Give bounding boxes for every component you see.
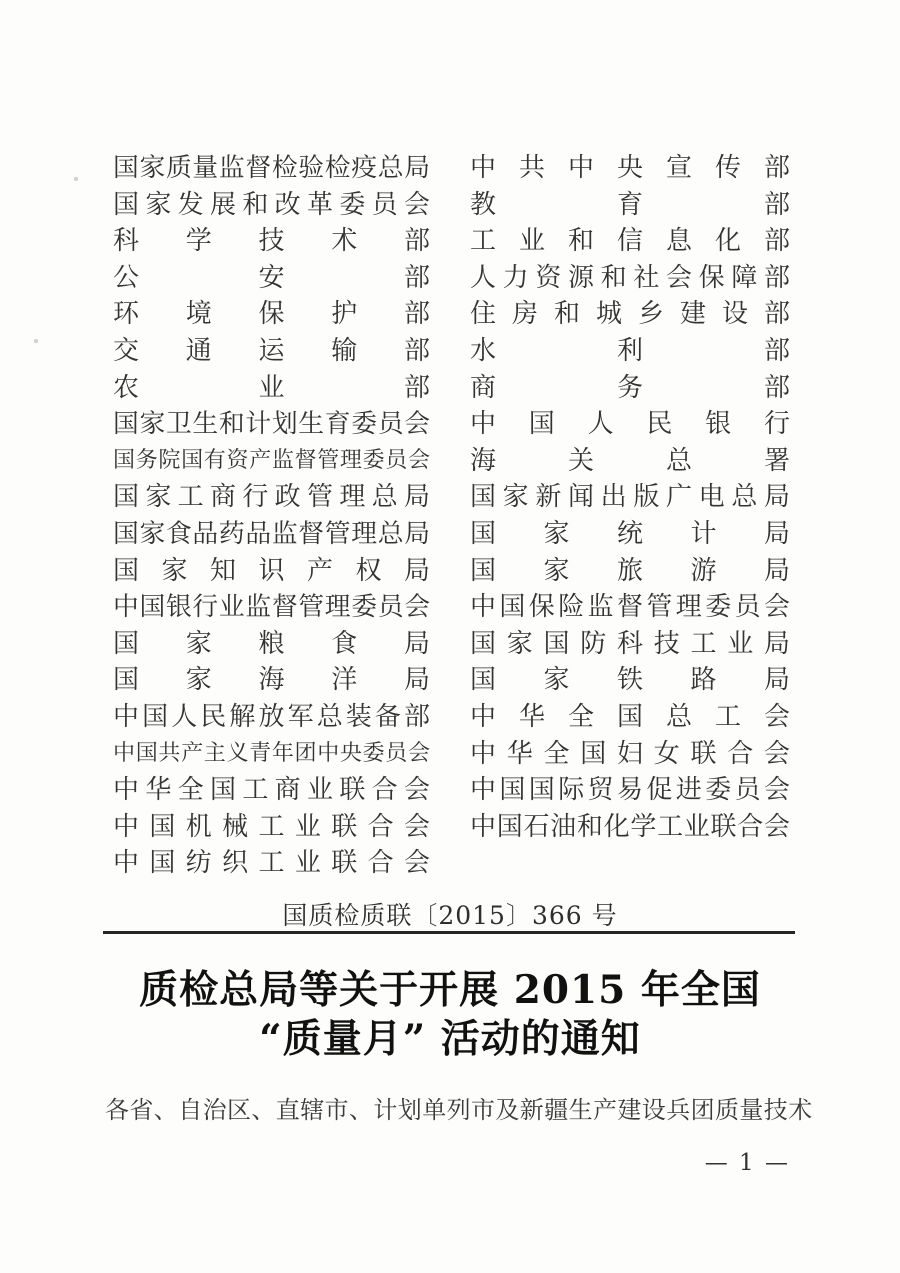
scan-speck [74,177,78,181]
agency-item: 国家铁路局 [470,665,790,696]
document-title [0,966,900,1064]
agency-item: 国家国防科技工业局 [470,628,790,659]
agency-item: 中国石油和化学工业联合会 [470,811,790,842]
agency-item: 国家旅游局 [470,555,790,586]
agency-item: 国家知识产权局 [113,555,430,586]
agency-item: 水利部 [470,335,790,366]
agency-item: 国家海洋局 [113,665,430,696]
document-title-line2: “质量月” 活动的通知 [259,1016,641,1062]
agency-item: 中华全国工商业联合会 [113,775,430,806]
agency-item: 中国保险监督管理委员会 [470,592,790,623]
agency-item: 中国纺织工业联合会 [113,848,430,879]
agency-item: 国务院国有资产监督管理委员会 [113,447,430,473]
agency-item: 国家食品药品监督管理总局 [113,518,430,549]
agency-item: 国家质量监督检验检疫总局 [113,153,430,183]
horizontal-rule [103,931,795,934]
agency-item: 中国国际贸易促进委员会 [470,775,790,806]
agency-item: 国家粮食局 [113,628,430,659]
agency-item: 中国银行业监督管理委员会 [113,592,430,623]
agency-item: 住房和城乡建设部 [470,299,790,330]
agency-item: 中国人民解放军总装备部 [113,701,430,732]
body-first-line: 各省、自治区、直辖市、计划单列市及新疆生产建设兵团质量技术 [105,1096,813,1124]
agency-item: 交通运输部 [113,335,430,366]
agency-item: 中国人民银行 [470,409,790,440]
agency-item: 公安部 [113,262,430,293]
agency-item: 中华全国总工会 [470,701,790,732]
agency-item: 环境保护部 [113,299,430,330]
document-title-line1: 质检总局等关于开展 2015 年全国 [139,967,761,1013]
agency-item: 农业部 [113,372,430,403]
agency-item: 中共中央宣传部 [470,153,790,183]
agency-item: 中国共产主义青年团中央委员会 [113,740,430,766]
agency-item: 中华全国妇女联合会 [470,738,790,769]
page-number: — 1 — [704,1150,790,1176]
document-number: 国质检质联〔2015〕366 号 [282,901,618,930]
agency-item: 商务部 [470,372,790,403]
agency-item: 工业和信息化部 [470,226,790,257]
agency-item: 中国机械工业联合会 [113,811,430,842]
agency-item: 海关总署 [470,445,790,476]
agency-item: 国家新闻出版广电总局 [470,482,790,513]
agency-item: 人力资源和社会保障部 [470,262,790,293]
agency-item: 教育部 [470,189,790,220]
agency-list-right-column [470,150,790,845]
scan-speck [34,339,38,343]
agency-item: 科学技术部 [113,226,430,257]
agency-item: 国家卫生和计划生育委员会 [113,409,430,440]
agency-item: 国家发展和改革委员会 [113,189,430,220]
agency-item: 国家统计局 [470,518,790,549]
agency-item: 国家工商行政管理总局 [113,482,430,513]
agency-list-left-column [113,150,430,882]
